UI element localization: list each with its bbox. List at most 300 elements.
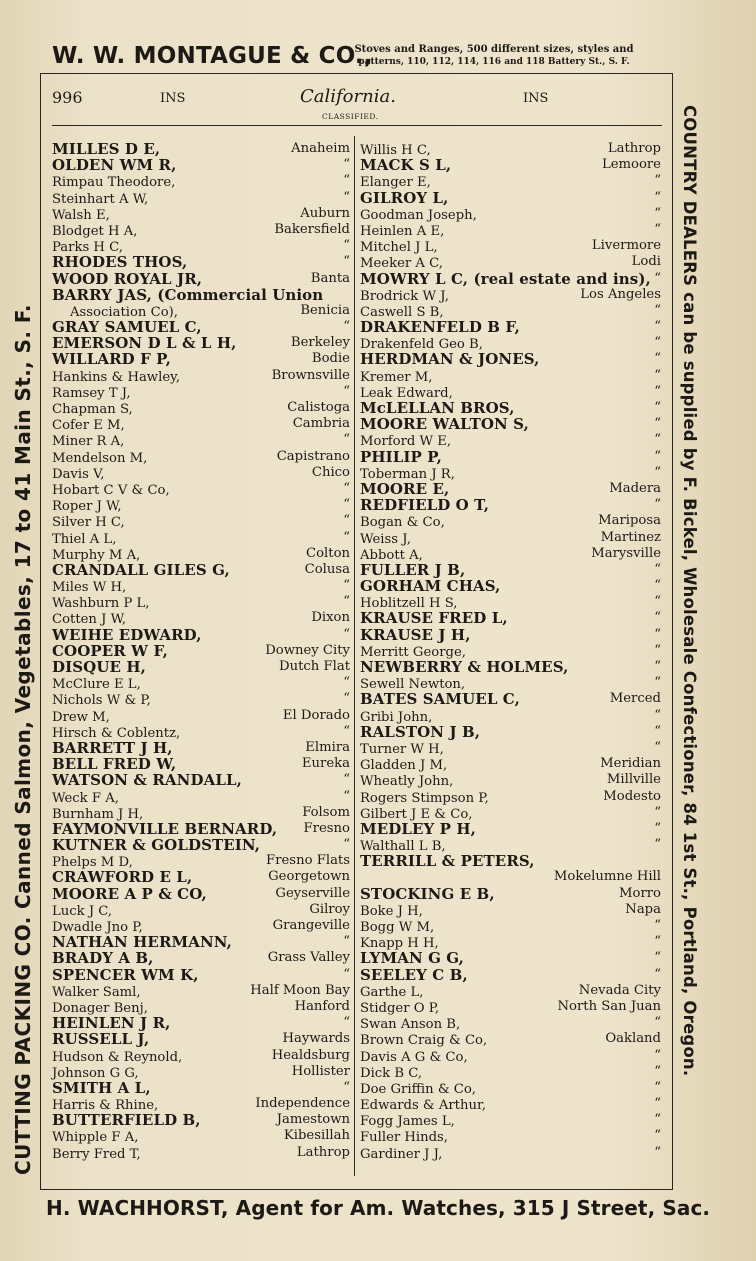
listing-entry [360,432,661,448]
listing-entry [52,141,350,157]
listing-name: Meeker A C, [360,256,443,272]
listing-name: TERRILL & PETERS, [360,852,535,871]
listing-entry [52,351,350,367]
listing-place: Bakersfield [274,221,350,237]
listing-entry [360,724,661,740]
listing-entry [360,238,661,254]
listing-name: Whipple F A, [52,1130,139,1146]
listing-name: Stidger O P, [360,1000,440,1016]
listing-place: Livermore [591,238,661,254]
listing-name: DISQUE H, [52,658,146,676]
listing-name: Thiel A L, [52,531,117,547]
listing-entry [360,902,661,918]
listing-entry [360,967,661,983]
listing-name: HEINLEN J R, [52,1014,171,1033]
listing-place: “ [654,918,661,933]
listing-place: Grangeville [272,918,350,933]
top-ad-firm: W. W. MONTAGUE & CO., [52,43,373,69]
listing-name: Cofer E M, [52,418,125,434]
listing-entry [52,287,350,303]
section-label-right: INS [523,91,549,106]
listing-name: Doe Griffin & Co, [360,1081,476,1097]
listing-entry [52,1048,350,1064]
listing-name: Murphy M A, [52,547,141,563]
listing-entry [360,789,661,805]
listing-place: “ [343,497,350,513]
listing-name: KUTNER & GOLDSTEIN, [52,836,261,855]
listing-entry [52,675,350,691]
listing-name: BATES SAMUEL C, [360,690,520,709]
listing-place: “ [654,400,661,415]
listing-name: Hankins & Hawley, [52,369,181,385]
listing-entry [52,254,350,270]
listing-name: Merritt George, [360,644,466,660]
listing-entry [360,805,661,821]
listing-place: Banta [310,270,350,286]
top-ad-line-2: patterns, 110, 112, 114, 116 and 118 Battery St., S. F. [358,57,630,67]
listing-name: Abbott A, [360,547,423,563]
listing-name: Parks H C, [52,240,123,256]
listing-name: RALSTON J B, [360,722,481,741]
listing-entry [52,659,350,675]
listing-entry [360,351,661,367]
listing-name: Washburn P L, [52,596,150,612]
listing-entry [360,319,661,335]
listing-entry [52,432,350,448]
listing-name: MEDLEY P H, [360,819,476,838]
listing-place: Mokelumne Hill [553,869,661,885]
listing-place: Dutch Flat [279,659,350,674]
listing-entry [52,1015,350,1031]
listing-entry [52,691,350,707]
listing-place: “ [654,497,661,513]
listing-place: “ [654,1096,661,1112]
listing-place: Los Angeles [580,286,661,302]
listing-name: Knapp H H, [360,936,439,952]
listing-name: EMERSON D L & L H, [52,334,237,353]
listing-name: SEELEY C B, [360,965,468,984]
listing-name: LYMAN G G, [360,949,465,968]
listing-name: Gribi John, [360,709,433,725]
listing-place: Capistrano [276,448,350,464]
listing-entry [52,950,350,966]
listing-name: OLDEN WM R, [52,156,177,175]
listing-entry [360,594,661,610]
listing-entry [360,173,661,189]
listing-entry [52,384,350,400]
listing-entry [360,999,661,1015]
listing-entry [52,546,350,562]
listing-place: “ [654,659,661,674]
listing-place: Eureka [301,756,350,772]
listing-place: “ [654,1079,661,1095]
listing-place: “ [343,934,350,950]
right-margin-advertisement: COUNTRY DEALERS can be supplied by F. Bickel, Wholesale Confectioner, 84 1st St., Portland, Oregon. [680,105,699,1077]
listing-place: “ [343,691,350,707]
listing-name: Rimpau Theodore, [52,175,176,191]
listing-place: “ [654,626,661,642]
listing-place: “ [654,367,661,383]
listing-name: Miles W H, [52,580,127,596]
listing-entry [360,1128,661,1144]
listing-place: “ [343,513,350,529]
listing-name: WILLARD F P, [52,350,171,369]
listing-name: Turner W H, [360,741,444,757]
listing-place: “ [654,302,661,318]
listing-name: WOOD ROYAL JR, [52,269,203,288]
listing-name: Caswell S B, [360,304,444,320]
listing-entry [52,271,350,287]
listing-entry [360,740,661,756]
listing-name: Walsh E, [52,207,110,223]
listing-place: “ [654,173,661,189]
listing-entry [360,1145,661,1161]
listing-entry [52,449,350,465]
listing-name: STOCKING E B, [360,884,495,903]
listing-name: Phelps M D, [52,855,133,871]
listing-entry [52,740,350,756]
listing-entry [52,157,350,173]
listing-entry [52,627,350,643]
listing-name: BARRETT J H, [52,738,173,757]
listing-name: BARRY JAS, (Commercial Union [52,285,324,304]
listing-name: FAYMONVILLE BERNARD, [52,819,278,838]
listing-name: SMITH A L, [52,1078,151,1097]
listing-name: MILLES D E, [52,140,161,158]
listing-place: “ [343,772,350,788]
listing-entry [360,1048,661,1064]
listing-entry [360,578,661,594]
listing-name: Toberman J R, [360,466,455,482]
listing-place: “ [654,189,661,205]
listing-place: “ [654,950,661,966]
listing-entry [52,173,350,189]
listing-name: Gardiner J J, [360,1146,443,1162]
left-margin-advertisement: CUTTING PACKING CO. Canned Salmon, Vegetables, 17 to 41 Main St., S. F. [11,304,35,1175]
listing-entry [52,805,350,821]
listing-name: Walthall L B, [360,839,446,855]
listing-name: Boke J H, [360,903,423,919]
listing-name: Rogers Stimpson P, [360,790,489,806]
listing-place: “ [343,254,350,270]
top-advertisement [52,40,672,76]
listing-name: GRAY SAMUEL C, [52,318,202,337]
listing-entry [360,643,661,659]
listing-name: Miner R A, [52,434,125,450]
listing-place: “ [654,934,661,950]
listing-entry [52,578,350,594]
listing-name: Dick B C, [360,1065,423,1081]
listing-entry [360,837,661,853]
listing-name: CRANDALL GILES G, [52,560,230,579]
listing-name: Hirsch & Coblentz, [52,725,181,741]
listing-name: Walker Saml, [52,984,141,1000]
listing-entry [360,271,661,287]
listing-entry [52,562,350,578]
listing-place: “ [343,157,350,173]
listing-place: “ [343,432,350,448]
right-listing-column [360,141,661,1161]
listing-name: Roper J W, [52,499,122,515]
listing-place: “ [343,238,350,254]
listing-name: Brown Craig & Co, [360,1033,488,1049]
listing-place: “ [343,480,350,496]
listing-name: Edwards & Arthur, [360,1098,487,1114]
listing-entry [52,222,350,238]
listing-entry [360,708,661,724]
listing-name: MOORE WALTON S, [360,415,529,434]
listing-entry [360,934,661,950]
listing-entry [52,594,350,610]
listing-entry [360,659,661,675]
listing-place: Grass Valley [267,950,350,966]
listing-place: Bodie [311,351,350,367]
listing-name: Silver H C, [52,515,125,531]
listing-name: Cotten J W, [52,612,127,628]
listing-entry [360,465,661,481]
listing-name: PHILIP P, [360,447,443,466]
listing-entry [52,869,350,885]
listing-place: “ [654,1063,661,1079]
listing-place: “ [343,837,350,853]
listing-name: Hudson & Reynold, [52,1049,183,1065]
listing-name: BRADY A B, [52,949,154,968]
listing-entry [360,821,661,837]
listing-place: Haywards [282,1031,350,1047]
listing-name: Hobart C V & Co, [52,482,170,498]
listing-place: “ [654,1047,661,1063]
listing-place: “ [343,1079,350,1095]
listing-name: WEIHE EDWARD, [52,625,202,644]
listing-name: Steinhart A W, [52,191,149,207]
listing-name: DRAKENFELD B F, [360,318,520,337]
listing-place: “ [654,610,661,626]
listing-place: “ [654,820,661,836]
listing-place: Kibesillah [283,1128,350,1144]
listing-place: Half Moon Bay [250,982,350,998]
page-title: California. [300,86,396,107]
listing-name: Bogg W M, [360,920,435,935]
listing-entry [360,610,661,626]
listing-entry [52,481,350,497]
listing-entry [360,869,661,885]
listing-entry [360,303,661,319]
listing-name: Willis H C, [360,143,431,158]
listing-entry [52,902,350,918]
listing-place: “ [343,383,350,399]
listing-place: Georgetown [268,869,350,885]
listing-place: “ [654,432,661,448]
listing-name: MACK S L, [360,156,452,175]
listing-entry [360,384,661,400]
listing-place: Merced [609,691,661,707]
listing-place: Chico [311,464,350,480]
listing-name: Hoblitzell H S, [360,596,458,612]
listing-place: “ [343,189,350,205]
page-subtitle: CLASSIFIED. [322,112,379,121]
listing-entry [52,853,350,869]
listing-entry [52,1096,350,1112]
listing-name: Ramsey T J, [52,385,131,401]
listing-place: Oakland [605,1031,661,1047]
listing-place: “ [343,626,350,642]
listing-entry [360,368,661,384]
listing-name: RUSSELL J, [52,1030,150,1049]
listing-entry [360,627,661,643]
listing-place: Modesto [603,788,661,804]
listing-entry [360,141,661,157]
listing-entry [360,772,661,788]
listing-entry [52,368,350,384]
listing-name: Heinlen A E, [360,223,445,239]
listing-entry [52,335,350,351]
listing-place: Lathrop [296,1144,350,1160]
listing-entry [52,497,350,513]
listing-place: “ [654,1112,661,1128]
listing-name: REDFIELD O T, [360,496,490,515]
listing-entry [360,1080,661,1096]
listing-entry [360,853,661,869]
listing-name: SPENCER WM K, [52,965,199,984]
listing-name: Burnham J H, [52,806,144,822]
listing-place: “ [654,221,661,237]
listing-entry [52,918,350,934]
listing-entry [360,983,661,999]
listing-place: “ [654,578,661,594]
listing-place: Morro [619,885,661,901]
listing-entry [360,254,661,270]
listing-place: Nevada City [578,982,661,998]
listing-name: MOWRY L C, (real estate and ins), [360,269,651,288]
listing-entry [52,416,350,432]
listing-place: Hanford [294,998,350,1014]
listing-place: “ [343,1015,350,1031]
listing-place: Calistoga [287,400,350,415]
listing-place: “ [343,788,350,804]
listing-place: Elmira [305,739,350,755]
listing-place: “ [654,351,661,367]
listing-place: Anaheim [291,141,350,156]
listing-place: “ [654,675,661,691]
listing-name: Fuller Hinds, [360,1130,448,1146]
listing-name: Chapman S, [52,402,133,417]
listing-entry [52,983,350,999]
listing-entry [52,821,350,837]
listing-entry [52,724,350,740]
listing-entry [52,400,350,416]
listing-entry [360,1031,661,1047]
listing-place: Colton [306,545,350,561]
listing-place: Auburn [300,205,350,221]
listing-entry [52,610,350,626]
listing-name: NEWBERRY & HOLMES, [360,658,569,676]
listing-place: Hollister [291,1063,350,1079]
page-number: 996 [52,88,83,107]
listing-place: Folsom [302,804,350,820]
listing-place: “ [343,529,350,545]
listing-entry [52,967,350,983]
listing-name: Davis V, [52,466,105,482]
listing-place: “ [654,642,661,658]
listing-entry [360,190,661,206]
listing-entry [360,481,661,497]
listing-place: North San Juan [557,998,661,1014]
listing-entry [360,675,661,691]
listing-place: “ [654,319,661,335]
listing-name: Garthe L, [360,984,424,1000]
listing-place: “ [654,1128,661,1144]
listing-entry [52,319,350,335]
listing-name: Mendelson M, [52,450,148,466]
listing-entry [52,238,350,254]
listing-entry [360,497,661,513]
listing-entry [52,1064,350,1080]
listing-entry [360,562,661,578]
listing-place: Lodi [631,254,661,270]
listing-entry [360,157,661,173]
listing-name: BELL FRED W, [52,755,177,774]
listing-entry [360,886,661,902]
listing-name: Dwadle Jno P, [52,920,143,935]
listing-place: “ [654,464,661,480]
listing-entry [52,1112,350,1128]
listing-name: McClure E L, [52,677,141,693]
listing-name: Drakenfeld Geo B, [360,337,483,353]
listing-name: Gilbert J E & Co, [360,806,473,822]
listing-name: GILROY L, [360,188,449,207]
listing-name: MOORE E, [360,479,450,498]
listing-entry [52,643,350,659]
listing-entry [360,756,661,772]
listing-name: Elanger E, [360,175,431,191]
listing-entry [360,222,661,238]
listing-place: Dixon [311,610,350,626]
listing-place: Colusa [304,561,350,577]
listing-place: Madera [609,480,661,496]
section-label-left: INS [160,91,186,106]
listing-place: “ [343,966,350,982]
listing-place: “ [654,561,661,577]
listing-entry [360,400,661,416]
listing-entry [360,449,661,465]
listing-name: Harris & Rhine, [52,1098,159,1114]
listing-name: Morford W E, [360,434,452,450]
listing-place: “ [343,173,350,189]
listing-name: MOORE A P & CO, [52,884,207,903]
listing-place: “ [654,804,661,820]
listing-place: “ [654,707,661,723]
listing-place: Mariposa [598,513,661,529]
top-ad-line-1: Stoves and Ranges, 500 different sizes, styles and [354,44,634,55]
listing-place: Marysville [591,545,661,561]
listing-place: Martinez [600,529,661,545]
listing-entry [360,1096,661,1112]
listing-name: Kremer M, [360,369,433,385]
listing-name: Nichols W & P, [52,693,151,709]
listing-entry [360,287,661,303]
listing-name: Association Co), [70,304,178,320]
listing-entry [360,1015,661,1031]
listing-name: Fogg James L, [360,1114,455,1130]
listing-place: “ [654,448,661,464]
listing-entry [360,416,661,432]
listing-name: KRAUSE FRED L, [360,609,508,628]
listing-place: Gilroy [309,901,350,917]
listing-entry [52,789,350,805]
listing-place: “ [343,723,350,739]
listing-entry [52,1031,350,1047]
listing-entry [52,1145,350,1161]
